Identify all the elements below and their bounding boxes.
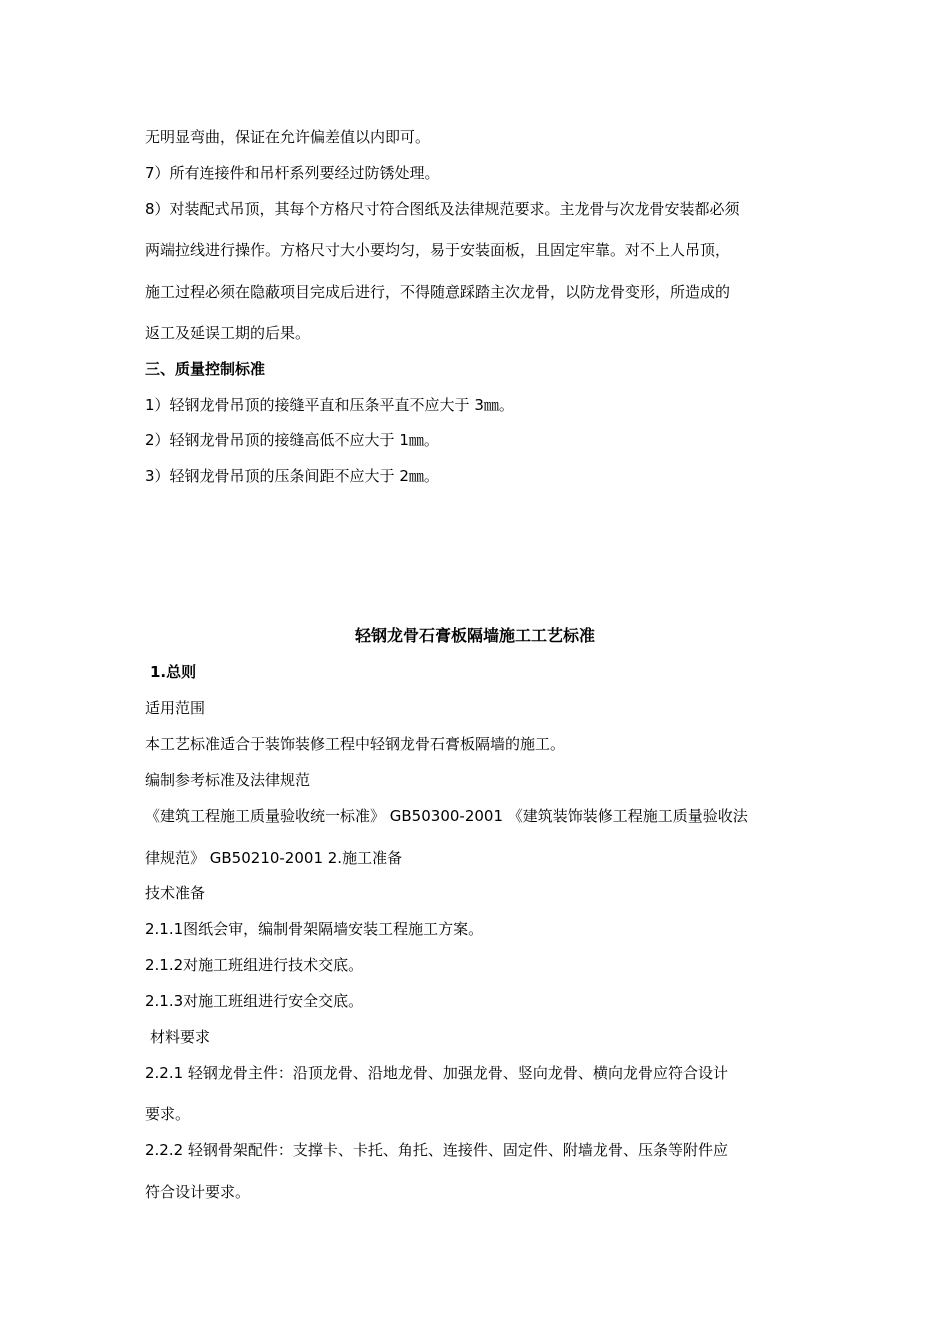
list-item: 2）轻钢龙骨吊顶的接缝高低不应大于 1㎜。 bbox=[145, 431, 439, 449]
subheading: 适用范围 bbox=[145, 699, 206, 717]
list-item: 2.1.3对施工班组进行安全交底。 bbox=[145, 992, 364, 1010]
body-text-line: 返工及延误工期的后果。 bbox=[145, 324, 311, 342]
body-text-line: 施工过程必须在隐蔽项目完成后进行，不得随意踩踏主次龙骨，以防龙骨变形，所造成的 bbox=[145, 283, 731, 301]
body-text-line: 无明显弯曲，保证在允许偏差值以内即可。 bbox=[145, 128, 431, 146]
list-item: 1）轻钢龙骨吊顶的接缝平直和压条平直不应大于 3㎜。 bbox=[145, 396, 514, 414]
body-text-line: 两端拉线进行操作。方格尺寸大小要均匀，易于安装面板，且固定牢靠。对不上人吊顶， bbox=[145, 241, 731, 259]
list-item: 2.2.1 轻钢龙骨主件：沿顶龙骨、沿地龙骨、加强龙骨、竖向龙骨、横向龙骨应符合设计 bbox=[145, 1064, 728, 1082]
body-text-line: 符合设计要求。 bbox=[145, 1183, 251, 1201]
list-item: 7）所有连接件和吊杆系列要经过防锈处理。 bbox=[145, 164, 440, 182]
document-title: 轻钢龙骨石膏板隔墙施工工艺标准 bbox=[354, 626, 595, 645]
list-item: 8）对装配式吊顶，其每个方格尺寸符合图纸及法律规范要求。主龙骨与次龙骨安装都必须 bbox=[145, 200, 740, 218]
section-heading-general: 1.总则 bbox=[150, 663, 197, 681]
subheading: 编制参考标准及法律规范 bbox=[145, 771, 311, 789]
subheading: 技术准备 bbox=[145, 884, 206, 902]
list-item: 2.1.2对施工班组进行技术交底。 bbox=[145, 956, 364, 974]
subheading: 材料要求 bbox=[150, 1028, 211, 1046]
list-item: 3）轻钢龙骨吊顶的压条间距不应大于 2㎜。 bbox=[145, 467, 439, 485]
section-heading-quality: 三、质量控制标准 bbox=[145, 360, 266, 378]
body-text-line: 律规范》 GB50210-2001 2.施工准备 bbox=[145, 849, 403, 867]
body-text-line: 本工艺标准适合于装饰装修工程中轻钢龙骨石膏板隔墙的施工。 bbox=[145, 735, 566, 753]
list-item: 2.2.2 轻钢骨架配件：支撑卡、卡托、角托、连接件、固定件、附墙龙骨、压条等附件应 bbox=[145, 1141, 728, 1159]
body-text-line: 《建筑工程施工质量验收统一标准》 GB50300-2001 《建筑装饰装修工程施工质量验收法 bbox=[145, 807, 748, 825]
body-text-line: 要求。 bbox=[145, 1105, 191, 1123]
list-item: 2.1.1图纸会审，编制骨架隔墙安装工程施工方案。 bbox=[145, 920, 484, 938]
